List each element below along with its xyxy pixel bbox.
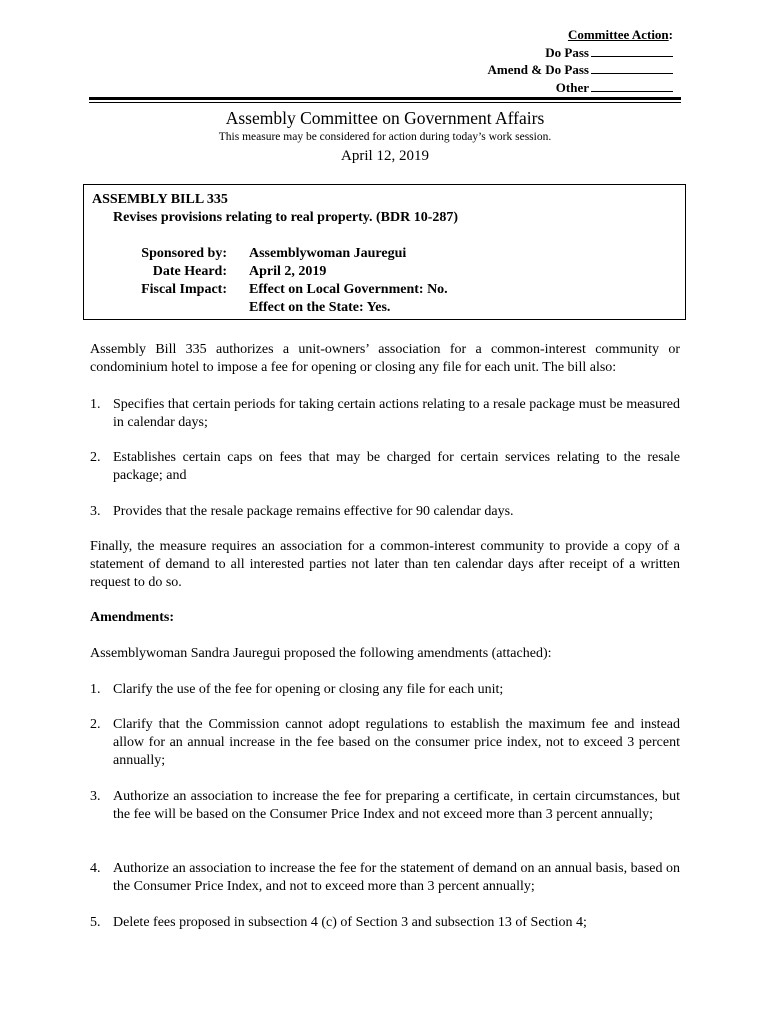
date-heard-label: Date Heard: [152,264,227,279]
list-text: Delete fees proposed in subsection 4 (c) of Section 3 and subsection 13 of Section 4; [113,915,587,930]
list-number: 4. [90,861,101,876]
fiscal-local-value: Effect on Local Government: No. [249,282,448,297]
committee-action-block [488,26,673,96]
list-number: 5. [90,915,101,930]
list-text: Authorize an association to increase the fee for the statement of demand on an annual basis, based on the Consumer Price Index, and not to exceed more than 3 percent annually; [113,861,680,895]
amendment-item-5 [90,914,680,932]
list-number: 2. [90,717,101,732]
list-text: Establishes certain caps on fees that may be charged for certain services relating to the resale package; and [113,450,680,484]
signature-blank [591,62,673,74]
amendment-item-4 [90,860,680,896]
summary-intro: Assembly Bill 335 authorizes a unit-owners’ association for a common-interest community or condominium hotel to impose a fee for opening or closing any file for each unit. The bill also: [90,342,680,376]
summary-finally: Finally, the measure requires an association for a common-interest community to provide a copy of a statement of demand to all interested parties not later than ten calendar days after receipt of a written request to do so. [90,539,680,591]
option-amend-do-pass [488,61,673,79]
summary-item-3 [90,503,680,521]
list-number: 1. [90,397,101,412]
list-text: Provides that the resale package remains effective for 90 calendar days. [113,504,514,519]
amendments-heading: Amendments: [90,610,174,625]
committee-action-header: Committee Action [567,27,669,42]
header-rule-thick [89,97,681,100]
option-label: Do Pass [545,44,589,60]
header-rule-thin [89,102,681,103]
option-label: Amend & Do Pass [487,62,589,77]
summary-item-1 [90,396,680,432]
list-number: 3. [90,789,101,804]
list-text: Clarify that the Commission cannot adopt regulations to establish the maximum fee and instead allow for an annual increase in the fee based on the consumer price index, not to exceed 3 percent annually; [113,717,680,769]
bill-description: Revises provisions relating to real property. (BDR 10-287) [113,210,459,225]
bill-info-box [83,184,686,320]
page-title: Assembly Committee on Government Affairs [225,108,545,128]
list-text: Clarify the use of the fee for opening or closing any file for each unit; [113,682,504,697]
signature-blank [591,45,673,57]
bill-number: ASSEMBLY BILL 335 [92,192,228,207]
signature-blank [591,80,673,92]
page-date: April 12, 2019 [341,148,429,164]
sponsored-by-label: Sponsored by: [141,246,227,261]
list-number: 2. [90,450,101,465]
list-text: Specifies that certain periods for taking certain actions relating to a resale package must be measured in calendar days; [113,397,680,431]
amendment-item-3 [90,788,680,824]
list-number: 1. [90,682,101,697]
amendments-intro: Assemblywoman Sandra Jauregui proposed the following amendments (attached): [90,646,552,661]
option-do-pass [488,44,673,62]
committee-action-header-row [488,26,673,44]
list-number: 3. [90,504,101,519]
amendment-item-2 [90,716,680,771]
date-heard-value: April 2, 2019 [249,264,327,279]
page-subtitle: This measure may be considered for action during today’s work session. [218,131,552,143]
list-text: Authorize an association to increase the fee for preparing a certificate, in certain circumstances, but the fee will be based on the Consumer Price Index and not exceed more than 3 percent annually; [113,789,680,823]
amendment-item-1 [90,681,680,699]
fiscal-impact-label: Fiscal Impact: [141,282,227,297]
summary-item-2 [90,449,680,485]
committee-action-colon: : [668,27,673,42]
sponsored-by-value: Assemblywoman Jauregui [249,246,407,261]
fiscal-state-value: Effect on the State: Yes. [249,300,391,315]
option-other [488,79,673,97]
option-label: Other [555,79,589,95]
